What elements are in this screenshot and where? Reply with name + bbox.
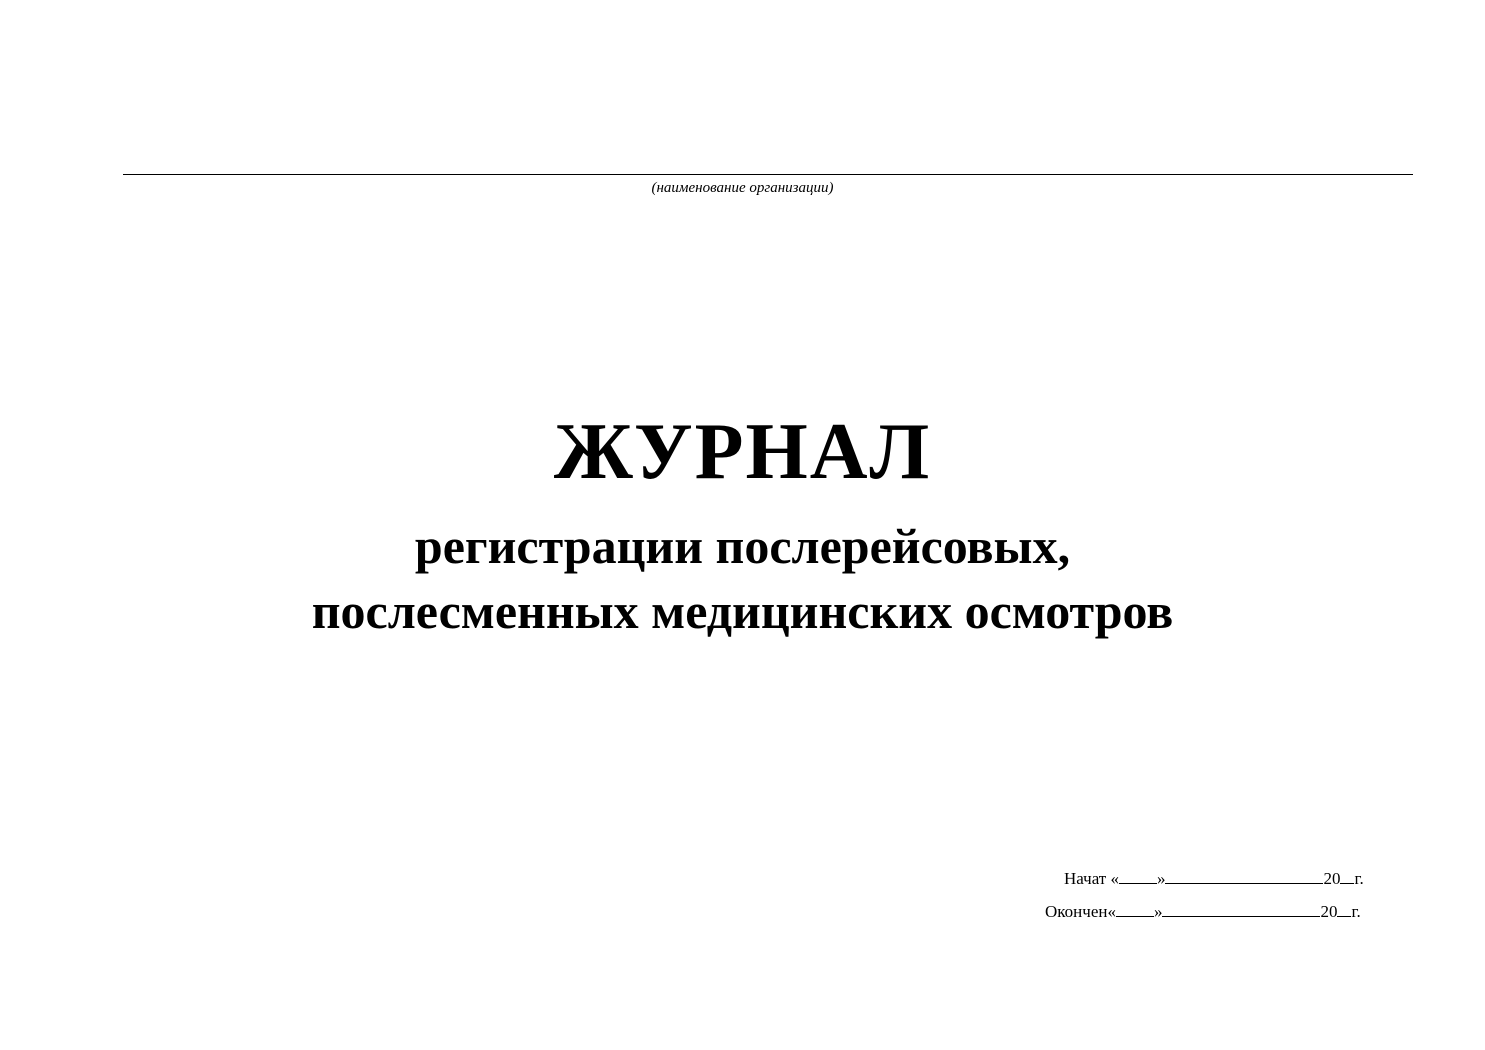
- journal-title: ЖУРНАЛ: [553, 408, 932, 496]
- start-year-blank[interactable]: [1340, 868, 1354, 884]
- end-year-blank[interactable]: [1337, 901, 1351, 917]
- journal-subtitle-line2: послесменных медицинских осмотров: [311, 583, 1174, 639]
- end-month-blank[interactable]: [1162, 901, 1320, 917]
- end-year-prefix: 20: [1320, 902, 1338, 921]
- end-quote-close: »: [1153, 902, 1163, 921]
- end-date-label: Окончен«: [1045, 902, 1116, 921]
- end-day-blank[interactable]: [1116, 901, 1154, 917]
- end-year-suffix: г.: [1351, 902, 1361, 921]
- start-month-blank[interactable]: [1165, 868, 1323, 884]
- start-day-blank[interactable]: [1119, 868, 1157, 884]
- journal-subtitle-line1: регистрации послерейсовых,: [414, 518, 1071, 574]
- start-date-label: Начат «: [1064, 869, 1119, 888]
- start-quote-close: »: [1156, 869, 1166, 888]
- organization-caption: (наименование организации): [651, 180, 834, 196]
- start-year-suffix: г.: [1354, 869, 1364, 888]
- organization-name-line: [123, 174, 1413, 175]
- start-date-row: [1064, 868, 1364, 889]
- start-year-prefix: 20: [1323, 869, 1341, 888]
- end-date-row: [1045, 901, 1361, 922]
